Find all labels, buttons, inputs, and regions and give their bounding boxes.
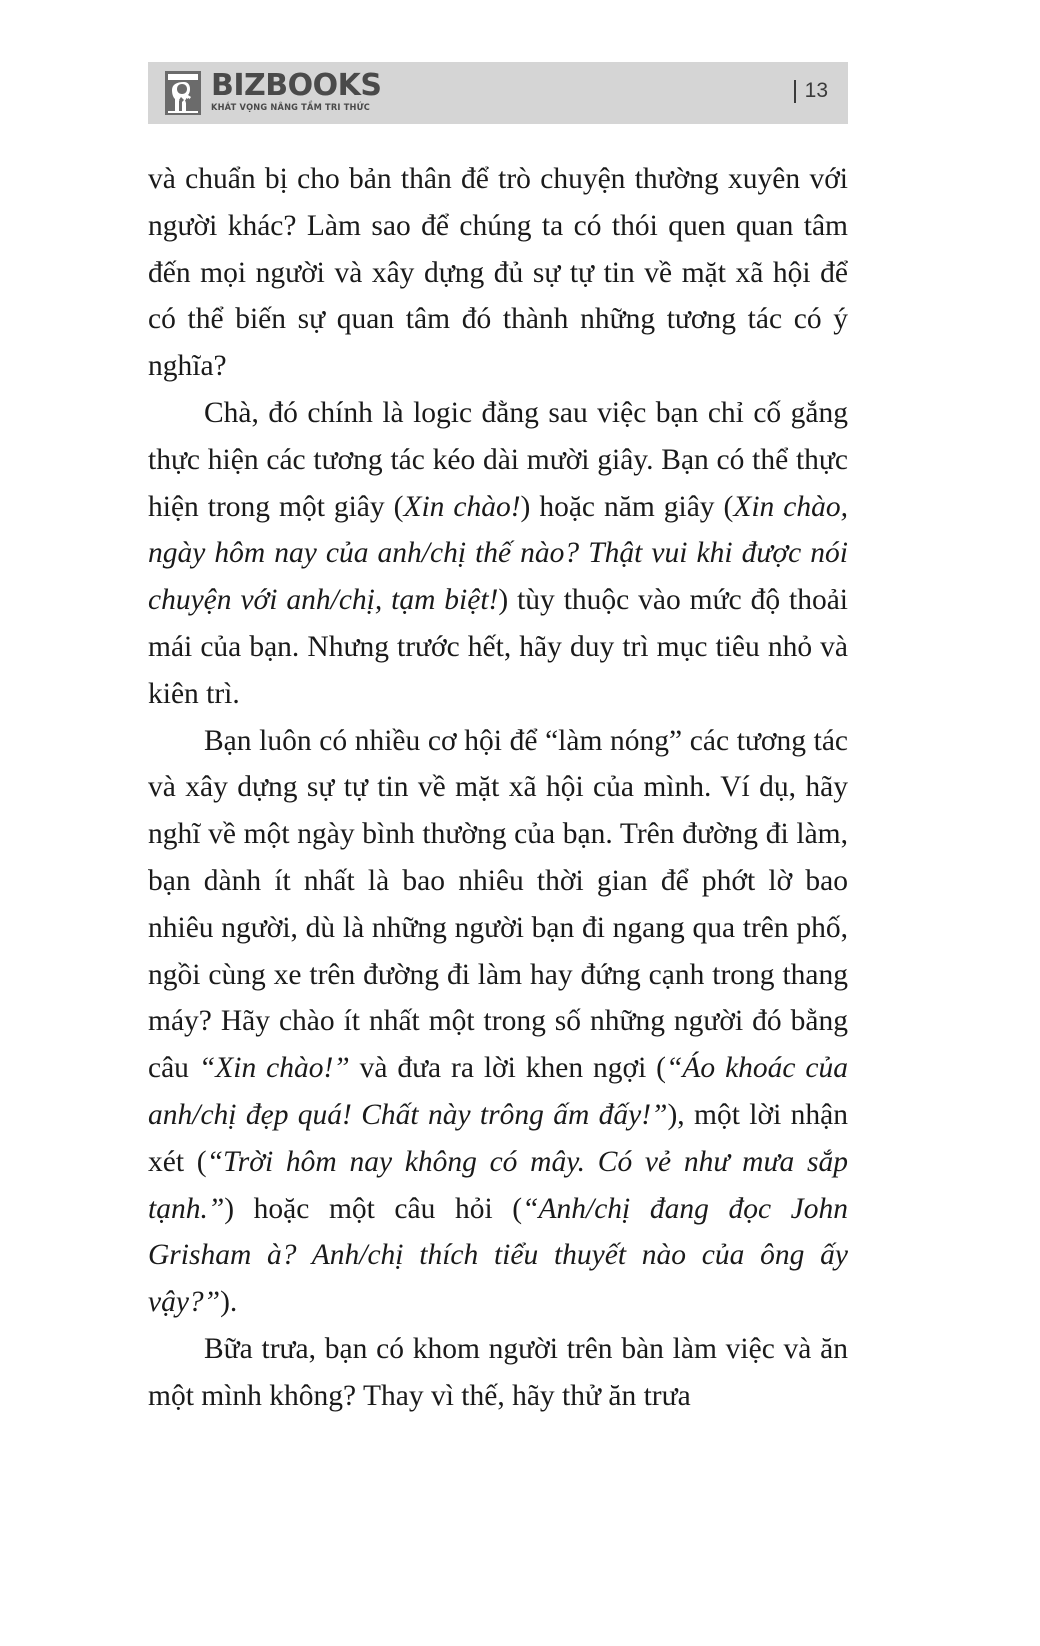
paragraph-3-run-3: ), một lời nhận xét (: [148, 1098, 848, 1178]
paragraph-3: [148, 718, 848, 1326]
paragraph-3-run-1: Bạn luôn có nhiều cơ hội để “làm nóng” các tương tác và xây dựng sự tự tin về mặt xã hội của mình. Ví dụ, hãy nghĩ về một ngày bình thường của bạn. Trên đường đi làm, bạn dành ít nhất là bao nhiêu thời gian để phớt lờ bao nhiêu người, dù là những người bạn đi ngang qua trên phố, ngồi cùng xe trên đường đi làm hay đứng cạnh trong thang máy? Hãy chào ít nhất một trong số những người đó bằng câu: [148, 724, 848, 1085]
paragraph-1-text: và chuẩn bị cho bản thân để trò chuyện thường xuyên với người khác? Làm sao để chúng ta có thói quen quan tâm đến mọi người và xây dựng đủ sự tự tin về mặt xã hội để có thể biến sự quan tâm đó thành những tương tác có ý nghĩa?: [148, 163, 848, 383]
folio-divider-icon: [794, 80, 796, 103]
page-number: 13: [804, 79, 828, 102]
logo-tagline: KHÁT VỌNG NÂNG TẦM TRI THỨC: [211, 103, 370, 113]
paragraph-1: [148, 156, 848, 390]
paragraph-4: [148, 1326, 848, 1420]
running-header: [148, 62, 848, 124]
paragraph-4-text: Bữa trưa, bạn có khom người trên bàn làm việc và ăn một mình không? Thay vì thế, hãy thử ăn trưa: [148, 1332, 848, 1412]
paragraph-2-run-2: ) hoặc năm giây (: [520, 490, 734, 523]
paragraph-2-italic-2: Xin chào, ngày hôm nay của anh/chị thế nào? Thật vui khi được nói chuyện với anh/chị, tạm biệt!: [148, 490, 848, 617]
logo-text-block: [211, 70, 382, 114]
paragraph-3-run-4: ) hoặc một câu hỏi (: [224, 1192, 523, 1225]
publisher-logo: [164, 70, 382, 116]
paragraph-3-run-5: ).: [220, 1286, 238, 1319]
book-with-figure-icon: [164, 70, 202, 116]
page-folio: [794, 79, 828, 103]
logo-wordmark: BIZBOOKS: [211, 68, 382, 103]
paragraph-2-italic-1: Xin chào!: [403, 490, 521, 523]
paragraph-3-italic-2: “Áo khoác của anh/chị đẹp quá! Chất này trông ấm đấy!”: [148, 1052, 848, 1131]
paragraph-2: [148, 390, 848, 718]
paragraph-2-run-1: Chà, đó chính là logic đằng sau việc bạn chỉ cố gắng thực hiện các tương tác kéo dài mười giây. Bạn có thể thực hiện trong một giây (: [148, 396, 848, 523]
body-text-column: [148, 156, 848, 1420]
paragraph-2-run-3: ) tùy thuộc vào mức độ thoải mái của bạn. Nhưng trước hết, hãy duy trì mục tiêu nhỏ và kiên trì.: [148, 584, 848, 710]
paragraph-3-run-2: và đưa ra lời khen ngợi (: [349, 1052, 666, 1085]
paragraph-3-italic-4: “Anh/chị đang đọc John Grisham à? Anh/chị thích tiểu thuyết nào của ông ấy vậy?”: [148, 1192, 848, 1319]
paragraph-3-italic-1: “Xin chào!”: [198, 1052, 350, 1085]
paragraph-3-italic-3: “Trời hôm nay không có mây. Có vẻ như mưa sắp tạnh.”: [148, 1145, 848, 1225]
